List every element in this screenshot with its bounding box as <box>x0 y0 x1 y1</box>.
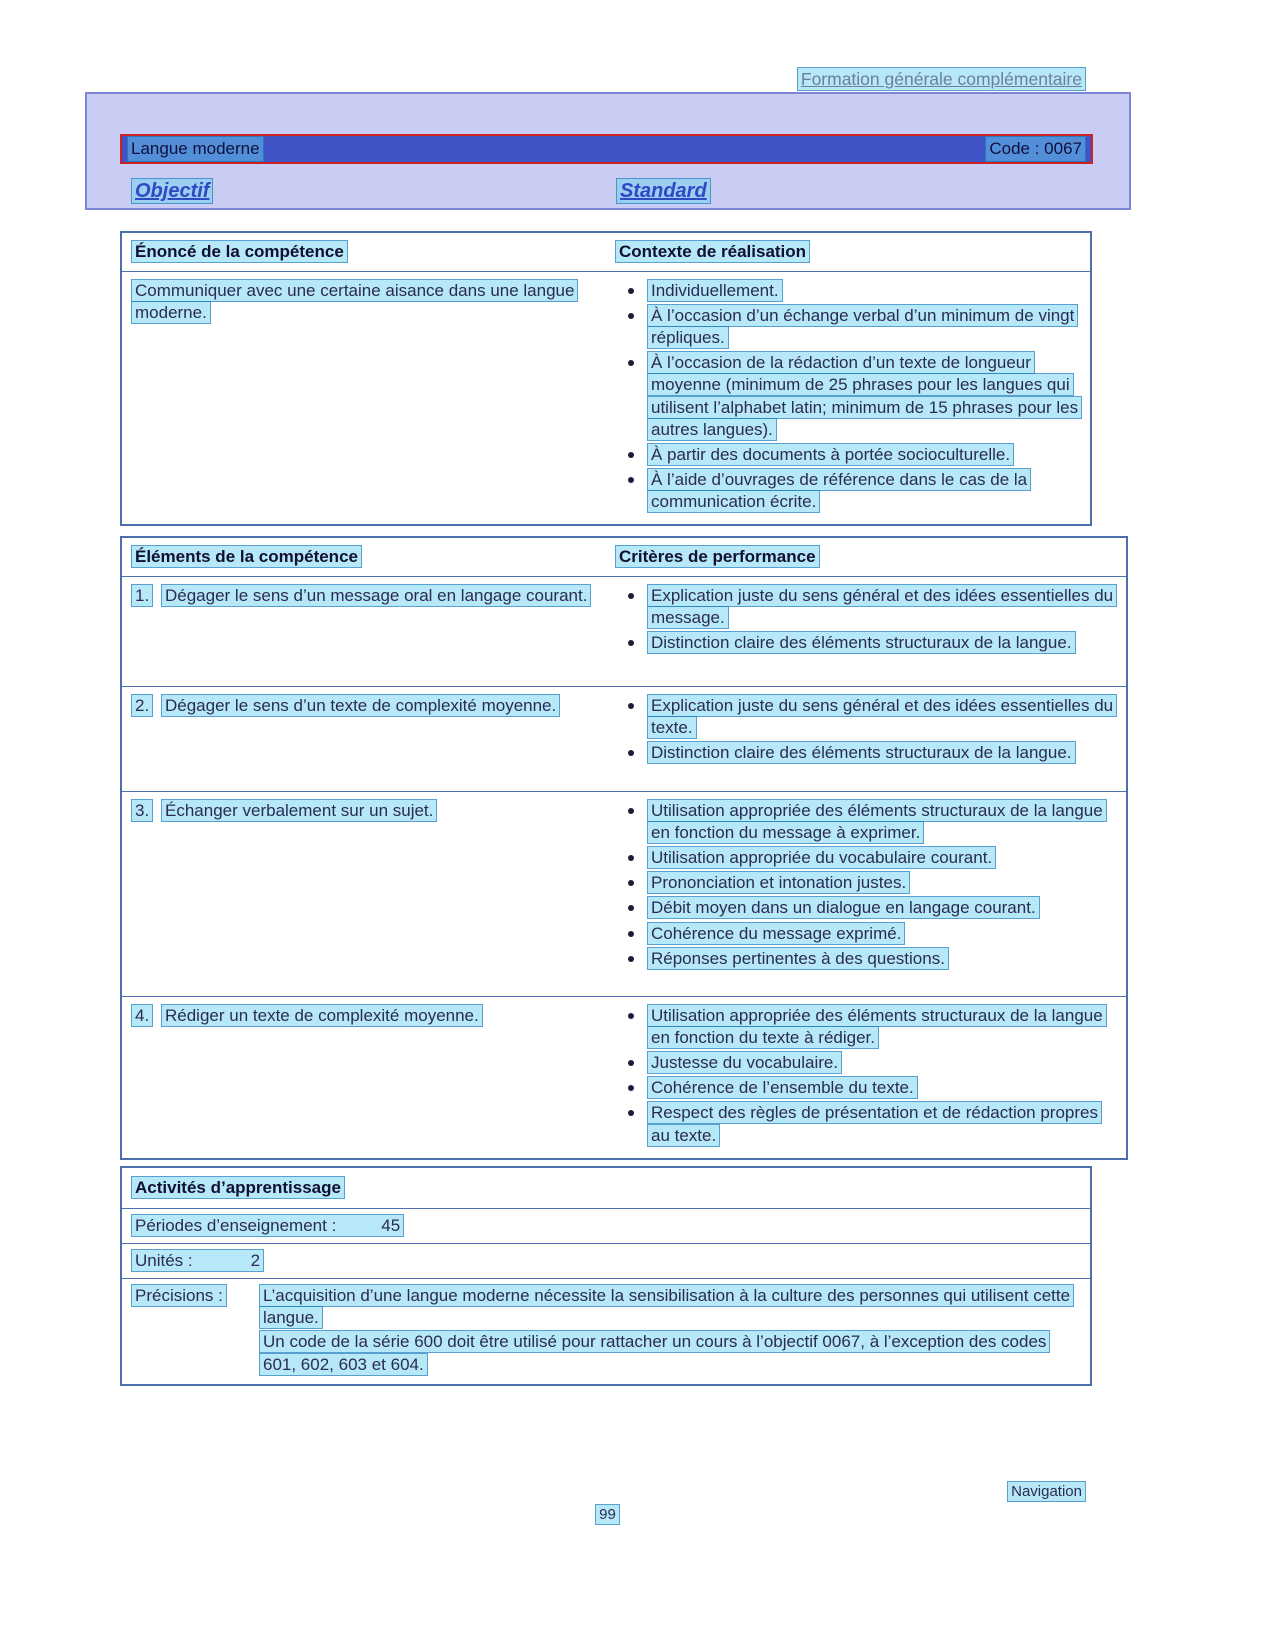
running-header-text: Formation générale complémentaire <box>798 68 1085 90</box>
contexte-list <box>616 280 1080 513</box>
competence-table <box>120 231 1092 526</box>
periodes-value: 45 <box>381 1216 401 1236</box>
competence-statement: Communiquer avec une certaine aisance dans une langue moderne. <box>132 280 577 323</box>
criteria-item: Cohérence du message exprimé. <box>616 923 1116 945</box>
criteria-item: Réponses pertinentes à des questions. <box>616 948 1116 970</box>
criteria-list <box>616 585 1116 654</box>
element-text: Rédiger un texte de complexité moyenne. <box>162 1005 596 1027</box>
course-title: Langue moderne <box>128 137 263 161</box>
criteria-item: Justesse du vocabulaire. <box>616 1052 1116 1074</box>
contexte-item: À l’occasion d’un échange verbal d’un minimum de vingt répliques. <box>616 305 1080 349</box>
element-entry <box>132 695 596 717</box>
element-row <box>121 792 1127 997</box>
page-number: 99 <box>0 1505 1215 1525</box>
contexte-item: Individuellement. <box>616 280 1080 302</box>
element-text: Dégager le sens d’un texte de complexité moyenne. <box>162 695 596 717</box>
precisions-body <box>260 1285 1080 1377</box>
objectif-heading: Objectif <box>132 179 212 203</box>
running-header <box>798 68 1085 91</box>
precisions-label: Précisions : <box>132 1285 260 1377</box>
element-number: 1. <box>132 585 162 607</box>
course-code-bar <box>120 134 1093 164</box>
contexte-item: À l’aide d’ouvrages de référence dans le cas de la communication écrite. <box>616 469 1080 513</box>
criteria-item: Débit moyen dans un dialogue en langage courant. <box>616 897 1116 919</box>
contexte-item: À l’occasion de la rédaction d’un texte de longueur moyenne (minimum de 25 phrases pour les langues qui utilisent l’alphabet latin; minimum de 15 phrases pour les autres langues). <box>616 352 1080 440</box>
criteria-item: Cohérence de l’ensemble du texte. <box>616 1077 1116 1099</box>
criteria-item: Utilisation appropriée du vocabulaire courant. <box>616 847 1116 869</box>
course-code: Code : 0067 <box>986 137 1085 161</box>
periodes-row <box>122 1209 1090 1244</box>
precisions-row <box>122 1279 1090 1383</box>
element-entry <box>132 585 596 607</box>
element-text: Dégager le sens d’un message oral en langage courant. <box>162 585 596 607</box>
element-number: 3. <box>132 800 162 822</box>
element-number: 2. <box>132 695 162 717</box>
criteria-item: Utilisation appropriée des éléments structuraux de la langue en fonction du texte à rédiger. <box>616 1005 1116 1049</box>
unites-value: 2 <box>250 1251 261 1271</box>
activities-header: Activités d’apprentissage <box>122 1168 1090 1209</box>
periodes-label: Périodes d’enseignement : <box>135 1216 337 1236</box>
contexte-item: À partir des documents à portée socioculturelle. <box>616 444 1080 466</box>
precisions-paragraph: Un code de la série 600 doit être utilisé pour rattacher un cours à l’objectif 0067, à l’exception des codes 601, 602, 603 et 604. <box>260 1331 1080 1375</box>
criteria-item: Explication juste du sens général et des idées essentielles du message. <box>616 585 1116 629</box>
element-row <box>121 687 1127 792</box>
contexte-cell <box>606 272 1091 525</box>
element-row <box>121 577 1127 687</box>
element-number: 4. <box>132 1005 162 1027</box>
objectif-standard-row <box>132 178 1092 204</box>
unites-label: Unités : <box>135 1251 193 1271</box>
contexte-col-header: Contexte de réalisation <box>606 232 1091 272</box>
navigation-link[interactable]: Navigation <box>1008 1482 1085 1502</box>
competence-statement-cell <box>121 272 606 525</box>
criteria-item: Prononciation et intonation justes. <box>616 872 1116 894</box>
elements-table <box>120 536 1128 1160</box>
element-row <box>121 997 1127 1159</box>
element-entry <box>132 800 596 822</box>
criteria-list <box>616 800 1116 970</box>
criteres-col-header: Critères de performance <box>606 537 1127 577</box>
competence-col-header: Énoncé de la compétence <box>121 232 606 272</box>
standard-heading-wrap <box>617 178 710 204</box>
precisions-paragraph: L’acquisition d’une langue moderne nécessite la sensibilisation à la culture des personnes qui utilisent cette langue. <box>260 1285 1080 1329</box>
criteria-item: Explication juste du sens général et des idées essentielles du texte. <box>616 695 1116 739</box>
competence-table-header-row <box>121 232 1091 272</box>
elements-col-header: Éléments de la compétence <box>121 537 606 577</box>
criteria-item: Distinction claire des éléments structuraux de la langue. <box>616 632 1116 654</box>
criteria-item: Respect des règles de présentation et de rédaction propres au texte. <box>616 1102 1116 1146</box>
activities-table <box>120 1166 1092 1386</box>
criteria-item: Distinction claire des éléments structuraux de la langue. <box>616 742 1116 764</box>
criteria-list <box>616 1005 1116 1147</box>
element-text: Échanger verbalement sur un sujet. <box>162 800 596 822</box>
standard-heading: Standard <box>617 179 710 203</box>
element-entry <box>132 1005 596 1027</box>
criteria-item: Utilisation appropriée des éléments structuraux de la langue en fonction du message à exprimer. <box>616 800 1116 844</box>
elements-table-header-row <box>121 537 1127 577</box>
unites-row <box>122 1244 1090 1279</box>
competence-table-body-row <box>121 272 1091 525</box>
title-block <box>85 92 1131 210</box>
criteria-list <box>616 695 1116 764</box>
